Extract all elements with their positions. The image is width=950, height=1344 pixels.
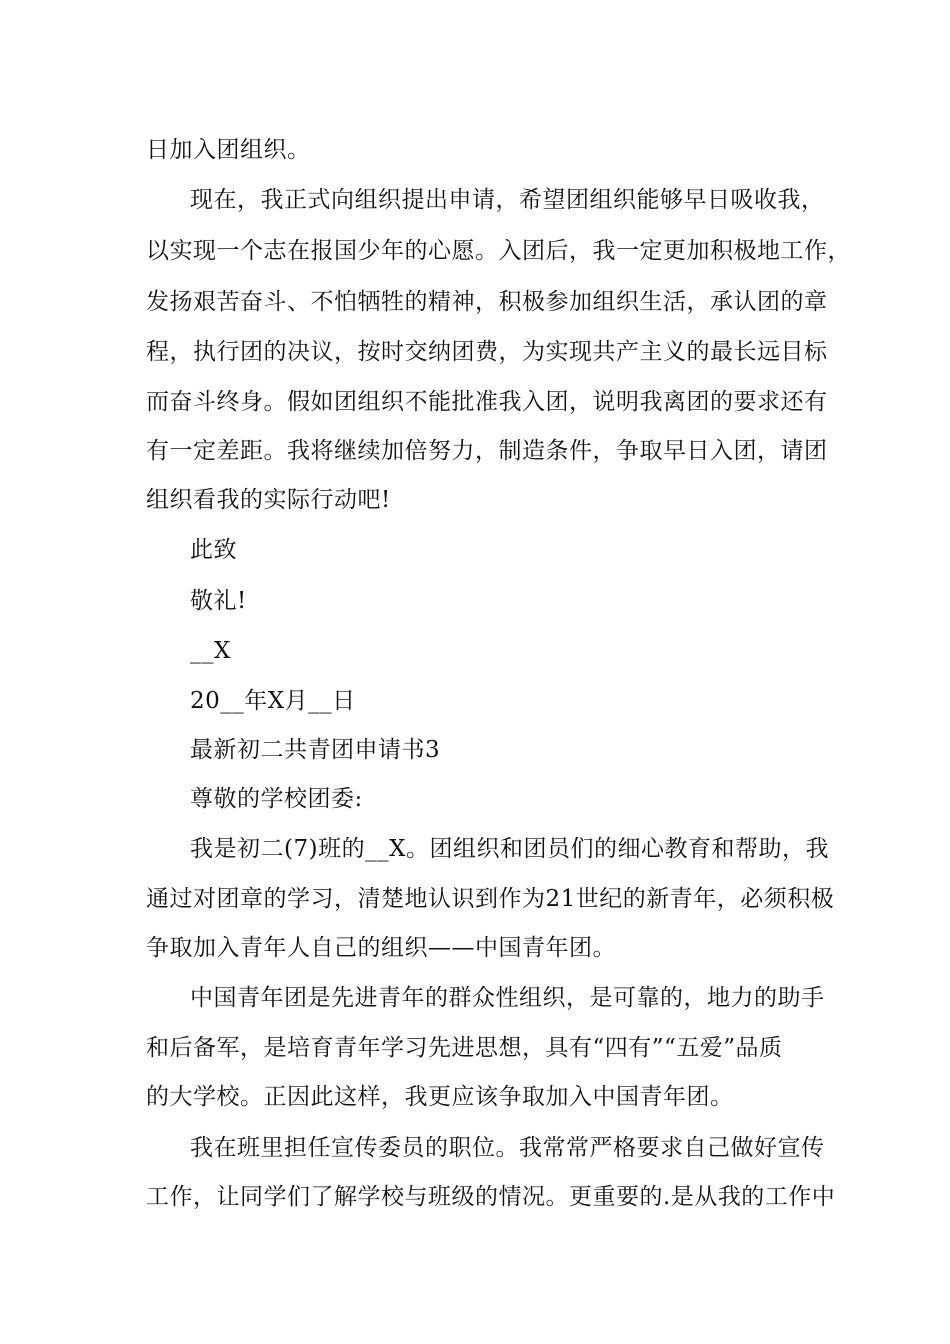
text-line: 以实现一个志在报国少年的心愿。入团后，我一定更加积极地工作， xyxy=(146,238,851,264)
text-line: 日加入团组织。 xyxy=(146,137,311,163)
text-line: 通过对团章的学习，清楚地认识到作为21世纪的新青年，必须积极 xyxy=(146,886,835,912)
text-line: 和后备军，是培育青年学习先进思想，具有“四有”“五爱”品质 xyxy=(146,1035,783,1061)
greeting-line: 尊敬的学校团委: xyxy=(190,786,363,812)
text-line: 而奋斗终身。假如团组织不能批准我入团，说明我离团的要求还有 xyxy=(146,389,828,415)
text-line: 组织看我的实际行动吧! xyxy=(146,487,391,513)
text-line: 工作，让同学们了解学校与班级的情况。更重要的.是从我的工作中 xyxy=(146,1184,836,1210)
paragraph-line: 我是初二(7)班的__X。团组织和团员们的细心教育和帮助，我 xyxy=(190,836,829,862)
text-line: 程，执行团的决议，按时交纳团费，为实现共产主义的最长远目标 xyxy=(146,339,828,365)
signature-line: __X xyxy=(190,638,231,664)
text-line: 的大学校。正因此这样，我更应该争取加入中国青年团。 xyxy=(146,1084,734,1110)
section-title: 最新初二共青团申请书3 xyxy=(190,737,441,763)
text-line: 争取加入青年人自己的组织——中国青年团。 xyxy=(146,935,616,961)
text-line: 有一定差距。我将继续加倍努力，制造条件，争取早日入团，请团 xyxy=(146,438,828,464)
paragraph-line: 现在，我正式向组织提出申请，希望团组织能够早日吸收我， xyxy=(190,187,825,213)
closing-line: 此致 xyxy=(190,537,237,563)
salutation-line: 敬礼! xyxy=(190,588,247,614)
text-line: 发扬艰苦奋斗、不怕牺牲的精神，积极参加组织生活，承认团的章 xyxy=(146,289,828,315)
paragraph-line: 我在班里担任宣传委员的职位。我常常严格要求自己做好宣传 xyxy=(190,1135,825,1161)
paragraph-line: 中国青年团是先进青年的群众性组织，是可靠的，地力的助手 xyxy=(190,985,825,1011)
date-line: 20__年X月__日 xyxy=(190,688,356,714)
